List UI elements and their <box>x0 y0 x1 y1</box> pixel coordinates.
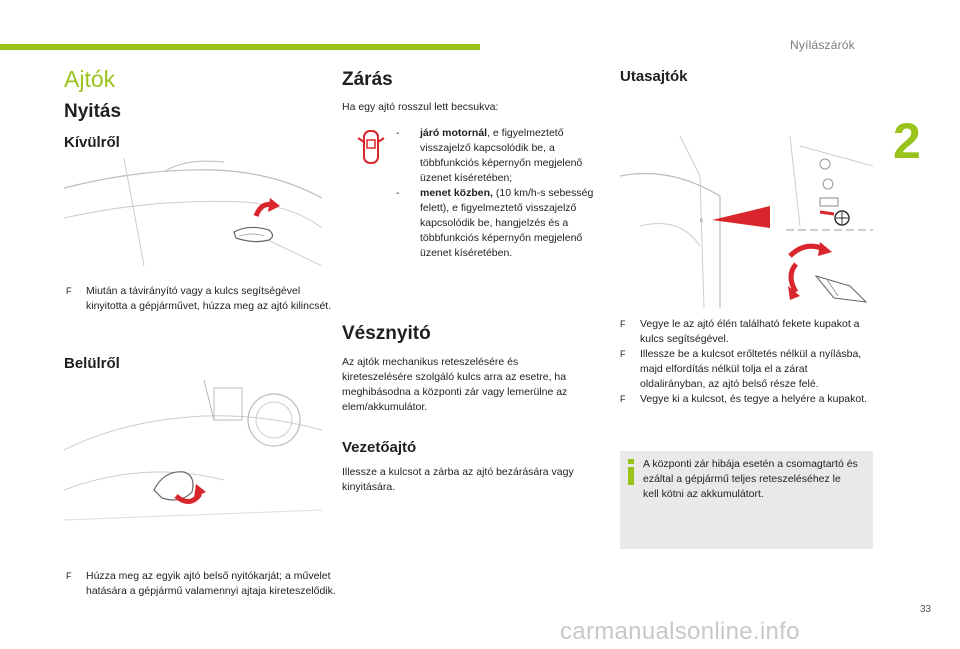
outside-text: Miután a távirányító vagy a kulcs segítségével kinyitotta a gépjárművet, húzza meg az ajtó kilincsét. <box>86 285 332 312</box>
emergency-text: Az ajtók mechanikus reteszelésére és kireteszelésére szolgáló kulcs arra az esetre, ha meghibásodna a központi zár vagy lemerülne az elem/akkumulátor. <box>342 356 568 413</box>
dash-mark: - <box>396 127 400 139</box>
subheading-inside: Belülről <box>64 355 120 372</box>
page-title: Ajtók <box>64 66 116 92</box>
list-item <box>620 392 873 407</box>
accent-bar <box>0 44 480 50</box>
item2-text: (10 km/h-s sebesség felett), e figyelmeztető visszajelző kapcsolódik be, hangjelzés és a többfunkciós képernyőn megjelenő üzenet kíséretében. <box>420 187 594 259</box>
info-icon <box>627 459 635 485</box>
list-item <box>620 347 873 392</box>
section-label: Nyílászárók <box>790 38 855 52</box>
item1-bold: járó motornál <box>420 127 488 139</box>
info-note-text: A központi zár hibája esetén a csomagtartó és ezáltal a gépjármű teljes reteszeléséhez le kell kötni az akkumulátort. <box>643 458 858 500</box>
lock-intro: Ha egy ajtó rosszul lett becsukva: <box>342 101 499 113</box>
inside-text: Húzza meg az egyik ajtó belső nyitókarját; a művelet hatására a gépjármű valamennyi ajtaja kireteszelődik. <box>86 570 336 597</box>
bullet-mark: F <box>620 319 626 329</box>
item2-bold: menet közben, <box>420 187 493 199</box>
chapter-number: 2 <box>893 113 921 169</box>
door-handle-illustration <box>64 158 322 266</box>
inside-instruction <box>66 569 344 599</box>
bullet-mark: F <box>66 571 72 581</box>
driver-text: Illessze a kulcsot a zárba az ajtó bezárására vagy kinyitására. <box>342 466 574 493</box>
heading-opening: Nyitás <box>64 101 122 122</box>
heading-emergency: Vésznyitó <box>342 323 431 344</box>
list-item <box>396 126 596 186</box>
passenger-steps <box>620 317 873 407</box>
heading-passenger-doors: Utasajtók <box>620 68 688 85</box>
step-2-text: Illessze be a kulcsot erőltetés nélkül a nyílásba, majd elfordítás nélkül tolja el a zárat oldalirányban, az ajtó belső része felé. <box>640 348 862 390</box>
lock-conditions <box>396 126 596 261</box>
outside-instruction <box>66 284 336 314</box>
list-item <box>620 317 873 347</box>
bullet-mark: F <box>66 286 72 296</box>
step-3-text: Vegye ki a kulcsot, és tegye a helyére a kupakot. <box>640 393 868 405</box>
step-1-text: Vegye le az ajtó élén található fekete kupakot a kulcs segítségével. <box>640 318 860 345</box>
emergency-lock-illustration <box>620 136 873 308</box>
heading-lock: Zárás <box>342 69 393 90</box>
bullet-mark: F <box>620 349 626 359</box>
subheading-outside: Kívülről <box>64 134 120 151</box>
door-open-warning-icon <box>356 128 386 166</box>
inner-handle-illustration <box>64 380 322 528</box>
watermark: carmanualsonline.info <box>560 618 800 645</box>
heading-driver-door: Vezetőajtó <box>342 439 417 456</box>
dash-mark: - <box>396 187 400 199</box>
svg-text:c: c <box>700 218 703 224</box>
item1-text: , e figyelmeztető visszajelző kapcsolódik be, a többfunkciós képernyőn megjelenő üzenet kíséretében; <box>420 127 583 184</box>
list-item <box>396 186 596 261</box>
bullet-mark: F <box>620 394 626 404</box>
page-number: 33 <box>920 604 932 615</box>
